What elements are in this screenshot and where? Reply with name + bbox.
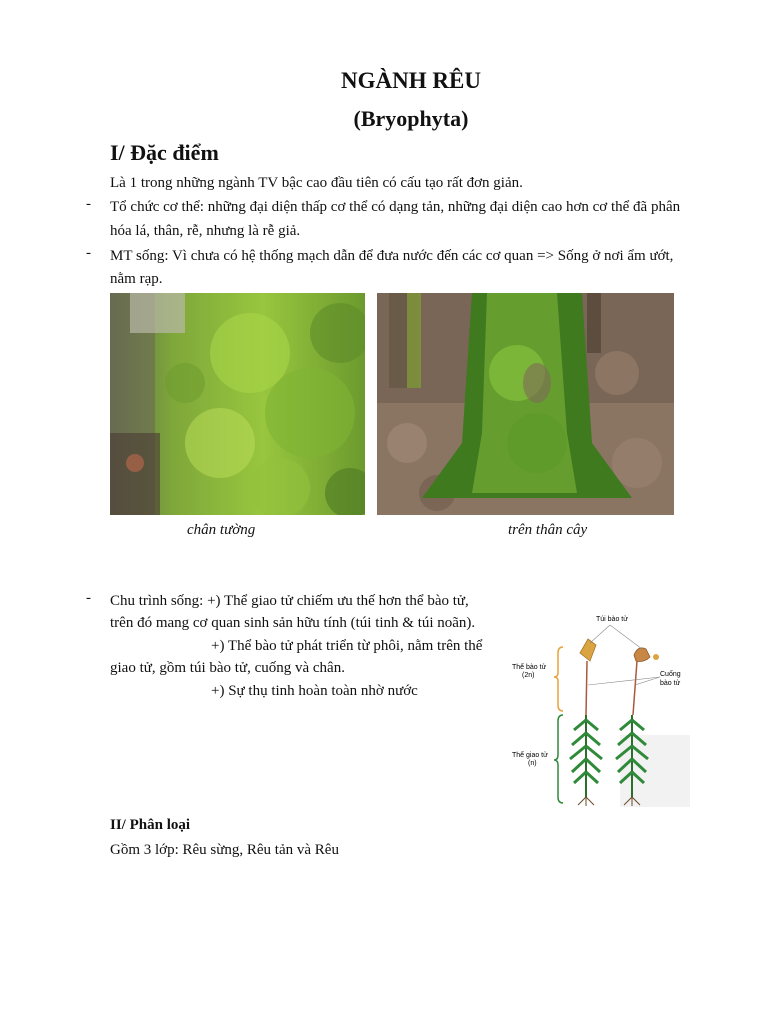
label-capsule: Túi bào tử — [596, 616, 628, 623]
gametophyte-bracket — [554, 715, 563, 803]
moss-on-tree-photo — [377, 293, 674, 515]
life-cycle-line-4: giao tử, gồm túi bào tử, cuống và chân. — [110, 660, 345, 676]
capsule-1 — [580, 639, 596, 661]
label-gametophyte-ploidy: (n) — [528, 760, 537, 767]
life-cycle-line-5: +) Sự thụ tinh hoàn toàn nhờ nước — [211, 683, 418, 699]
label-stalk-1: Cuống — [660, 671, 681, 678]
bullet-habitat-line1: MT sống: Vì chưa có hệ thống mạch dẫn để đưa nước đến các cơ quan => Sống ở nơi ẩm ướt, — [110, 248, 674, 264]
label-sporophyte-ploidy: (2n) — [522, 672, 535, 679]
label-gametophyte: Thể giao tử — [512, 752, 548, 759]
moss-structure-diagram — [500, 605, 690, 807]
life-cycle-line-3: +) Thể bào tử phát triển từ phôi, nằm trên thể — [211, 638, 483, 654]
sporophyte-bracket — [554, 647, 563, 711]
bullet-body-organization-line1: Tổ chức cơ thể: những đại diện thấp cơ thể có dạng tản, những đại diện cao hơn cơ thể đã phân — [110, 199, 681, 215]
label-stalk-2: bào tử — [660, 680, 681, 687]
page-subtitle: (Bryophyta) — [353, 106, 469, 131]
gametophyte-1 — [570, 715, 602, 806]
life-cycle-line-2: trên đó mang cơ quan sinh sản hữu tính (túi tinh & túi noãn). — [110, 615, 476, 631]
section-heading-characteristics: I/ Đặc điểm — [110, 140, 219, 165]
life-cycle-line-1: Chu trình sống: +) Thể giao tử chiếm ưu thế hơn thể bào tử, — [110, 593, 469, 609]
moss-on-wall-photo — [110, 293, 365, 515]
capsule-2 — [634, 648, 650, 662]
page-title: NGÀNH RÊU — [341, 68, 481, 93]
bullet-marker: - — [86, 196, 91, 212]
classification-text: Gồm 3 lớp: Rêu sừng, Rêu tản và Rêu — [110, 842, 339, 858]
label-sporophyte: Thể bào tử — [512, 664, 547, 671]
bullet-marker: - — [86, 590, 91, 606]
section-heading-classification: II/ Phân loại — [110, 817, 191, 833]
caption-tree: trên thân cây — [508, 522, 588, 538]
bullet-body-organization-line2: hóa lá, thân, rễ, nhưng là rễ giả. — [110, 223, 301, 239]
caption-wall: chân tường — [187, 522, 256, 538]
bullet-habitat-line2: nằm rạp. — [110, 271, 163, 287]
bullet-marker: - — [86, 245, 91, 261]
intro-paragraph: Là 1 trong những ngành TV bậc cao đầu tiên có cấu tạo rất đơn giản. — [110, 175, 523, 191]
